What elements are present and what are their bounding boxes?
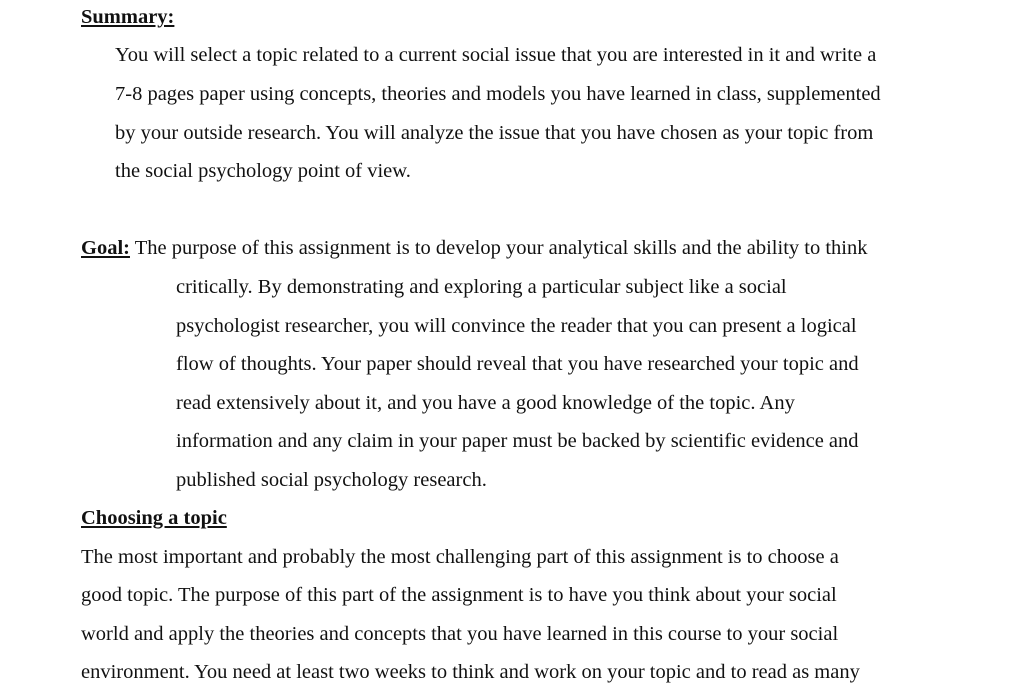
goal-line-1: The purpose of this assignment is to develop your analytical skills and the ability to think: [129, 237, 868, 259]
goal-line-3: psychologist researcher, you will convince the reader that you can present a logical: [176, 315, 857, 337]
goal-line-7: published social psychology research.: [176, 469, 487, 491]
summary-line-4: the social psychology point of view.: [115, 160, 411, 182]
summary-line-3: by your outside research. You will analyze the issue that you have chosen as your topic from: [115, 122, 874, 144]
choosing-line-2: good topic. The purpose of this part of the assignment is to have you think about your social: [81, 584, 837, 606]
choosing-topic-heading: Choosing a topic: [81, 507, 227, 529]
goal-line-2: critically. By demonstrating and exploring a particular subject like a social: [176, 276, 787, 298]
summary-line-2: 7-8 pages paper using concepts, theories and models you have learned in class, supplemented: [115, 83, 881, 105]
summary-heading: Summary:: [81, 6, 175, 28]
goal-line-6: information and any claim in your paper must be backed by scientific evidence and: [176, 430, 859, 452]
choosing-line-1: The most important and probably the most challenging part of this assignment is to choose a: [81, 546, 839, 568]
goal-first-line: [81, 235, 867, 261]
summary-line-1: You will select a topic related to a current social issue that you are interested in it and write a: [115, 44, 877, 66]
goal-heading: Goal:: [81, 237, 130, 259]
goal-line-5: read extensively about it, and you have a good knowledge of the topic. Any: [176, 392, 795, 414]
choosing-line-4: environment. You need at least two weeks to think and work on your topic and to read as many: [81, 661, 860, 683]
choosing-line-3: world and apply the theories and concepts that you have learned in this course to your social: [81, 623, 839, 645]
goal-line-4: flow of thoughts. Your paper should reveal that you have researched your topic and: [176, 353, 859, 375]
